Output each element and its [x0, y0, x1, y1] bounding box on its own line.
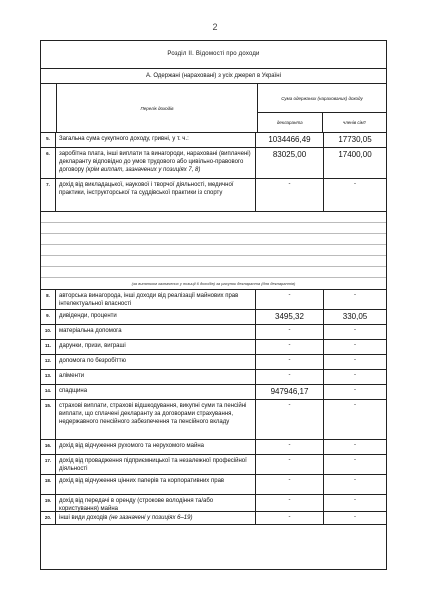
- row-number: 9.: [41, 310, 56, 324]
- table-row: [41, 290, 386, 310]
- declarant-value: -: [256, 340, 324, 354]
- family-value: -: [354, 497, 356, 503]
- row-number: 14.: [41, 385, 56, 399]
- row-label: аліменти: [56, 370, 256, 384]
- section-title: Розділ II. Відомості про доходи: [41, 41, 386, 69]
- row-number: 13.: [41, 370, 56, 384]
- row-label: заробітна плата, інші виплати та винагороди, нараховані (виплачені) декларанту відповідно до умов трудового або цивільно-правового договору (крім виплат, зазначених у позиціях 7, 8): [56, 148, 256, 178]
- family-value: 17400,00: [338, 150, 372, 159]
- header-indicator: Перелік доходів: [57, 84, 258, 132]
- family-value: -: [354, 514, 356, 520]
- row-number: 11.: [41, 340, 56, 354]
- subtitle: А. Одержані (нараховані) з усіх джерел в Україні: [41, 69, 386, 84]
- bottom-rows: [41, 290, 386, 525]
- row-label: авторська винагорода, інші доходи від реалізації майнових прав інтелектуальної власності: [56, 290, 256, 309]
- table-row: [41, 370, 386, 385]
- table-row: [41, 495, 386, 512]
- declarant-value: -: [256, 400, 324, 439]
- header-amount-title: Сума одержаних (нарахованих) доходу: [258, 84, 386, 113]
- family-value: -: [354, 442, 356, 448]
- table-row: [41, 355, 386, 370]
- table-row: [41, 400, 386, 440]
- declarant-value: 83025,00: [256, 148, 324, 178]
- table-row: [41, 455, 386, 475]
- table-row: [41, 179, 386, 212]
- table-row: [41, 385, 386, 400]
- header-amount: [258, 84, 386, 132]
- row-number: 15.: [41, 400, 56, 439]
- row-number: 16.: [41, 440, 56, 454]
- row-label: дивіденди, проценти: [56, 310, 256, 324]
- row-label-note: (крім виплат, зазначених у позиціях 7, 8): [85, 167, 201, 173]
- family-value: -: [354, 357, 356, 363]
- family-value: -: [354, 372, 356, 378]
- family-value: -: [354, 327, 356, 333]
- blank-area: [41, 212, 386, 278]
- row-number: 8.: [41, 290, 56, 309]
- header-family: членів сім'ї: [342, 120, 366, 125]
- family-value: -: [354, 477, 356, 483]
- declarant-value: 947946,17: [256, 385, 324, 399]
- table-row: [41, 475, 386, 495]
- family-value: -: [354, 457, 356, 463]
- row-label: дохід від викладацької, наукової і творчої діяльності, медичної практики, інструкторської та суддівської практики із спорту: [56, 179, 256, 211]
- row-label: матеріальна допомога: [56, 325, 256, 339]
- declarant-value: 1034466,49: [256, 133, 324, 147]
- declarant-value: -: [256, 179, 324, 211]
- declarant-value: -: [256, 440, 324, 454]
- family-value: -: [354, 402, 356, 408]
- family-value: -: [354, 387, 356, 393]
- row-number: 20.: [41, 512, 56, 524]
- row-number: 6.: [41, 148, 56, 178]
- declarant-value: -: [256, 495, 324, 511]
- row-label: інші види доходів (не зазначені у позиціях 6–19): [56, 512, 256, 524]
- top-rows: [41, 133, 386, 212]
- row-number: 12.: [41, 355, 56, 369]
- row-label: дохід від відчуження цінних паперів та корпоративних прав: [56, 475, 256, 494]
- family-value: 17730,05: [338, 135, 372, 144]
- row-label: допомога по безробіттю: [56, 355, 256, 369]
- row-label: дохід від відчуження рухомого та нерухомого майна: [56, 440, 256, 454]
- declarant-value: -: [256, 455, 324, 474]
- row-number: 5.: [41, 133, 56, 147]
- row-number: 19.: [41, 495, 56, 511]
- declarant-value: 3495,32: [256, 310, 324, 324]
- family-value: 330,05: [342, 312, 368, 321]
- row-label: страхові виплати, страхові відшкодування, викупні суми та пенсійні виплати, що сплачені декларанту за договорами страхування, недержавного пенсійного забезпечення та пенсійного вкладу: [56, 400, 256, 439]
- page-number: 2: [212, 22, 218, 32]
- row-label: Загальна сума сукупного доходу, гривні, у т. ч.:: [56, 133, 256, 147]
- family-value: -: [354, 181, 356, 187]
- table-row: [41, 310, 386, 325]
- row-label: дарунки, призи, виграші: [56, 340, 256, 354]
- row-number: 18.: [41, 475, 56, 494]
- row-label: спадщина: [56, 385, 256, 399]
- table-row: [41, 325, 386, 340]
- row-label: дохід від передачі в оренду (строкове володіння та/або користування) майна: [56, 495, 256, 511]
- header-declarant: декларанта: [258, 113, 323, 132]
- row-label-note: (не зазначені у позиціях 6–19): [109, 515, 193, 521]
- declarant-value: -: [256, 512, 324, 524]
- table-header: [41, 84, 386, 133]
- table-row: [41, 340, 386, 355]
- income-form: [40, 40, 387, 570]
- row-number: 10.: [41, 325, 56, 339]
- note-line: (за винятком зазначених у позиції 6 доходів) за рахунок декларанта (для декларантів): [41, 278, 386, 290]
- declarant-value: -: [256, 370, 324, 384]
- table-row: [41, 133, 386, 148]
- row-label: дохід від провадження підприємницької та незалежної професійної діяльності: [56, 455, 256, 474]
- table-row: [41, 512, 386, 525]
- declarant-value: -: [256, 325, 324, 339]
- row-number: 17.: [41, 455, 56, 474]
- declarant-value: -: [256, 355, 324, 369]
- table-row: [41, 440, 386, 455]
- table-row: [41, 148, 386, 179]
- header-number-col: [41, 84, 57, 132]
- row-number: 7.: [41, 179, 56, 211]
- declarant-value: -: [256, 290, 324, 309]
- family-value: -: [354, 292, 356, 298]
- family-value: -: [354, 342, 356, 348]
- declarant-value: -: [256, 475, 324, 494]
